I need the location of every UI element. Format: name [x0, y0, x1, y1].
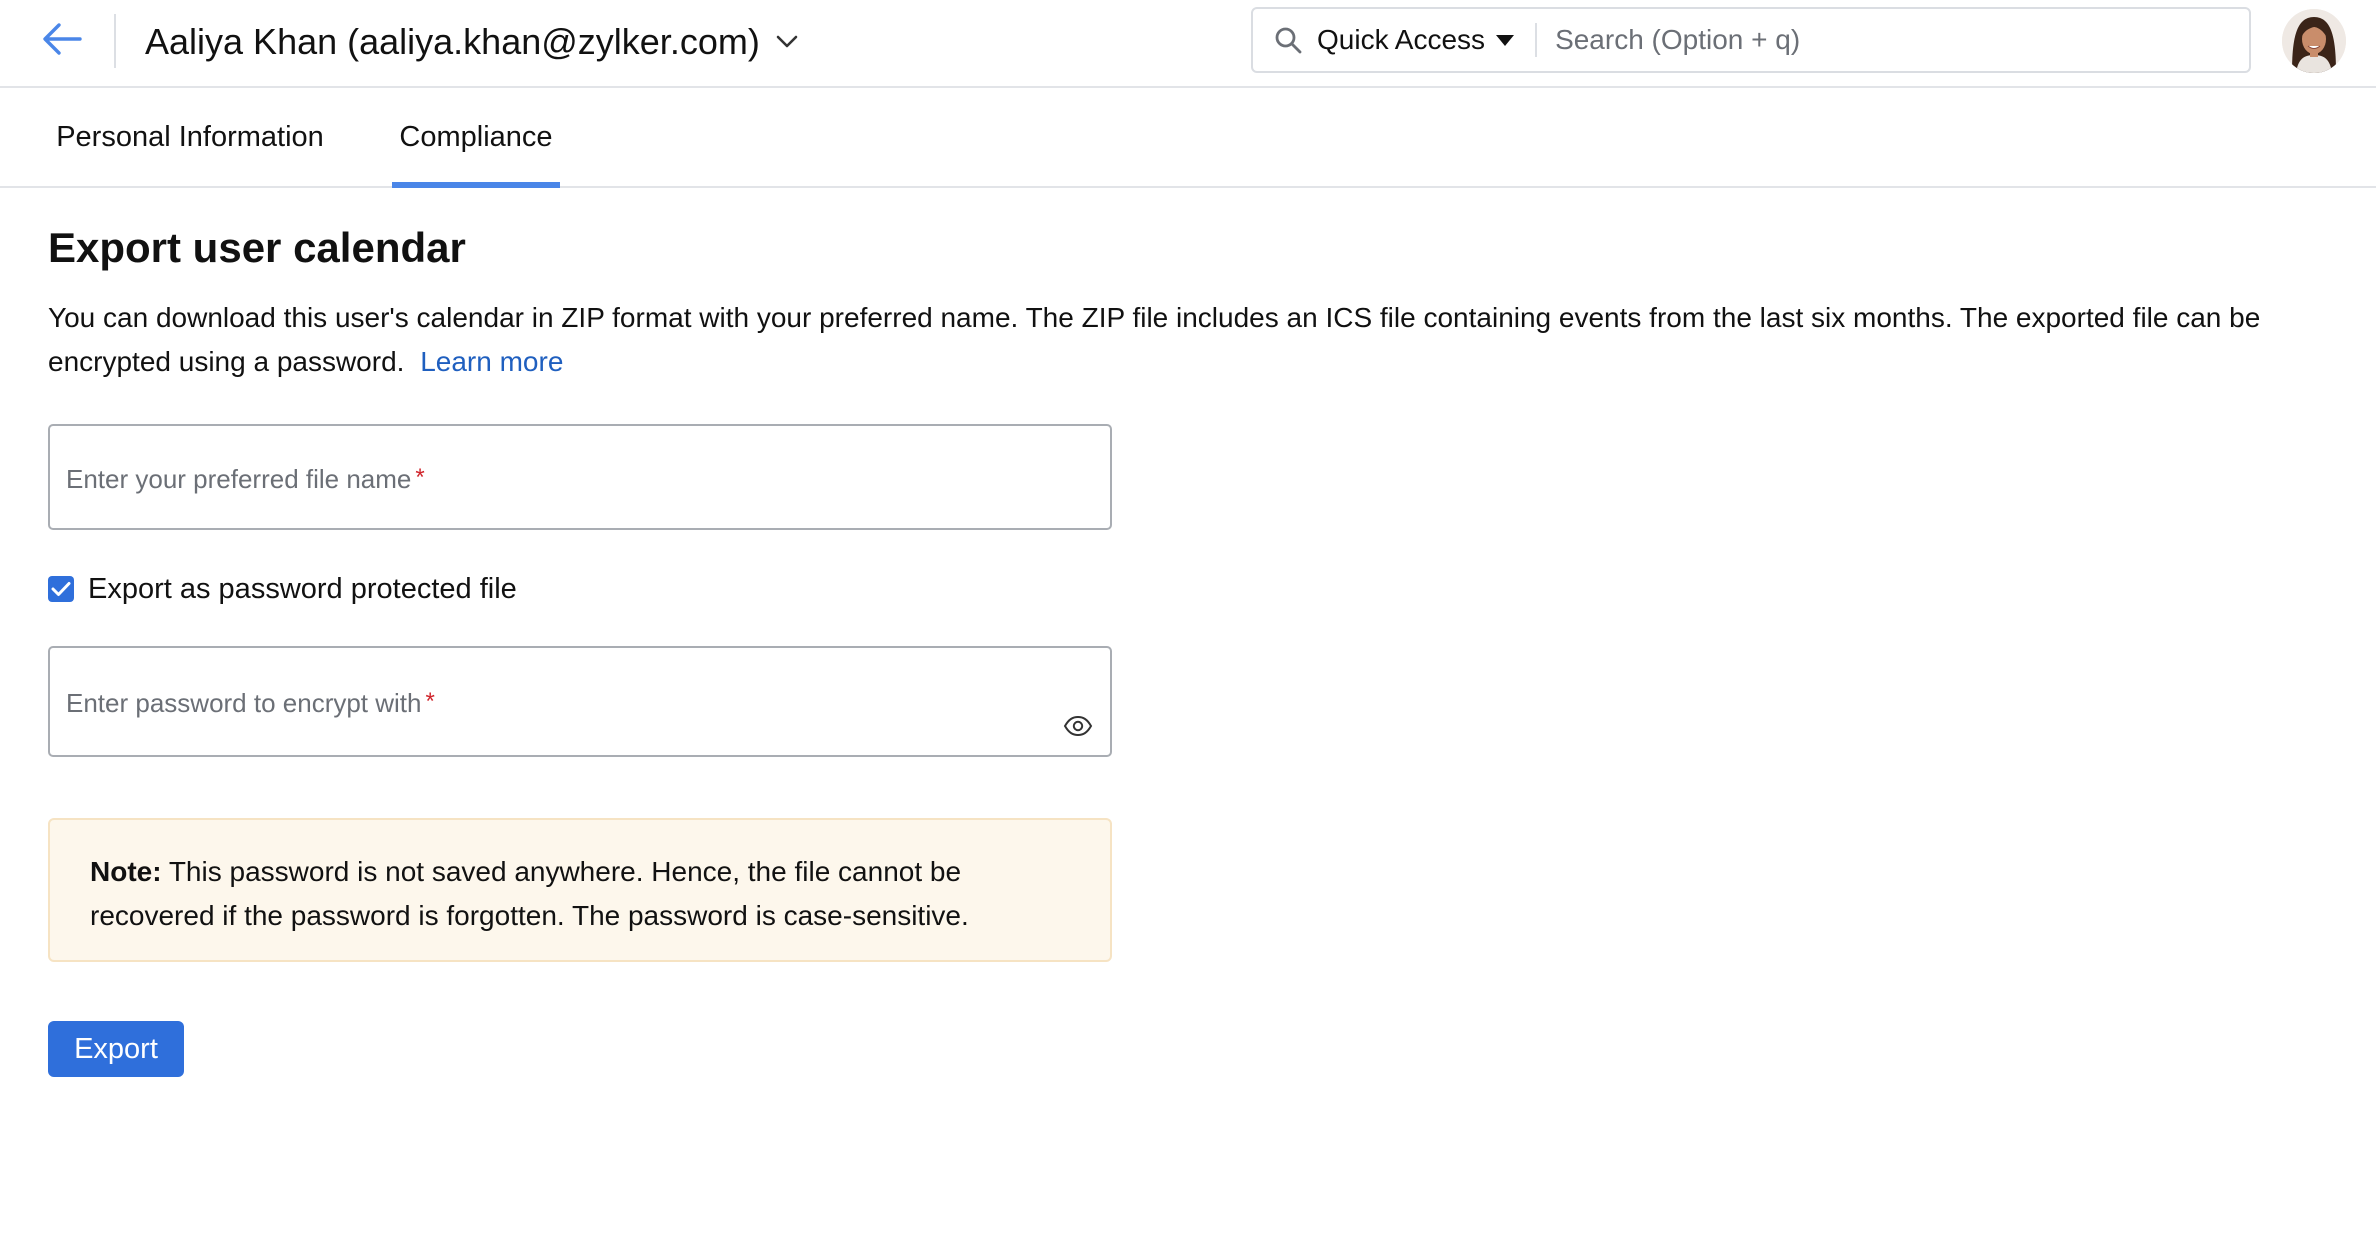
note-prefix: Note: — [90, 856, 162, 887]
description-text: You can download this user's calendar in ZIP format with your preferred name. The ZIP file includes an ICS file containing events from the last six months. The exported file can be encrypted using a password. — [48, 302, 2261, 377]
required-marker: * — [425, 688, 435, 715]
learn-more-link[interactable]: Learn more — [420, 346, 564, 377]
search-icon — [1271, 23, 1305, 57]
top-header — [0, 0, 2376, 88]
user-avatar[interactable] — [2282, 9, 2346, 73]
note-text: This password is not saved anywhere. Hence, the file cannot be recovered if the password is forgotten. The password is case-sensitive. — [90, 856, 969, 931]
tab-label: Compliance — [399, 120, 553, 153]
required-marker: * — [415, 464, 425, 491]
password-label: Enter password to encrypt with * — [66, 688, 435, 718]
quick-access-dropdown[interactable] — [1317, 24, 1515, 56]
password-input[interactable] — [64, 668, 1040, 735]
tab-label: Personal Information — [56, 120, 324, 153]
eye-icon[interactable] — [1062, 712, 1094, 740]
search-separator — [1535, 23, 1537, 57]
back-button[interactable] — [36, 18, 88, 64]
user-title-label: Aaliya Khan (aaliya.khan@zylker.com) — [145, 21, 760, 62]
caret-down-icon — [1495, 34, 1515, 47]
global-search — [1251, 7, 2251, 73]
page-title: Export user calendar — [48, 224, 466, 271]
password-protect-checkbox[interactable] — [48, 576, 74, 602]
arrow-left-icon — [42, 22, 82, 61]
chevron-down-icon — [776, 35, 798, 49]
user-selector[interactable] — [145, 18, 798, 66]
tab-compliance[interactable] — [392, 88, 560, 186]
file-name-input[interactable] — [64, 446, 1040, 508]
tab-personal-information[interactable] — [40, 88, 340, 186]
file-name-field[interactable] — [48, 424, 1112, 530]
header-divider — [114, 14, 116, 68]
quick-access-label: Quick Access — [1317, 24, 1486, 55]
search-input[interactable] — [1555, 15, 2249, 65]
file-name-label: Enter your preferred file name * — [66, 464, 425, 494]
password-protect-label: Export as password protected file — [88, 572, 517, 605]
export-button[interactable]: Export — [48, 1021, 184, 1077]
password-protect-checkbox-row[interactable] — [48, 572, 517, 606]
tab-bar — [0, 88, 2376, 188]
page-description — [48, 296, 2348, 384]
password-note — [48, 818, 1112, 962]
password-field[interactable] — [48, 646, 1112, 757]
